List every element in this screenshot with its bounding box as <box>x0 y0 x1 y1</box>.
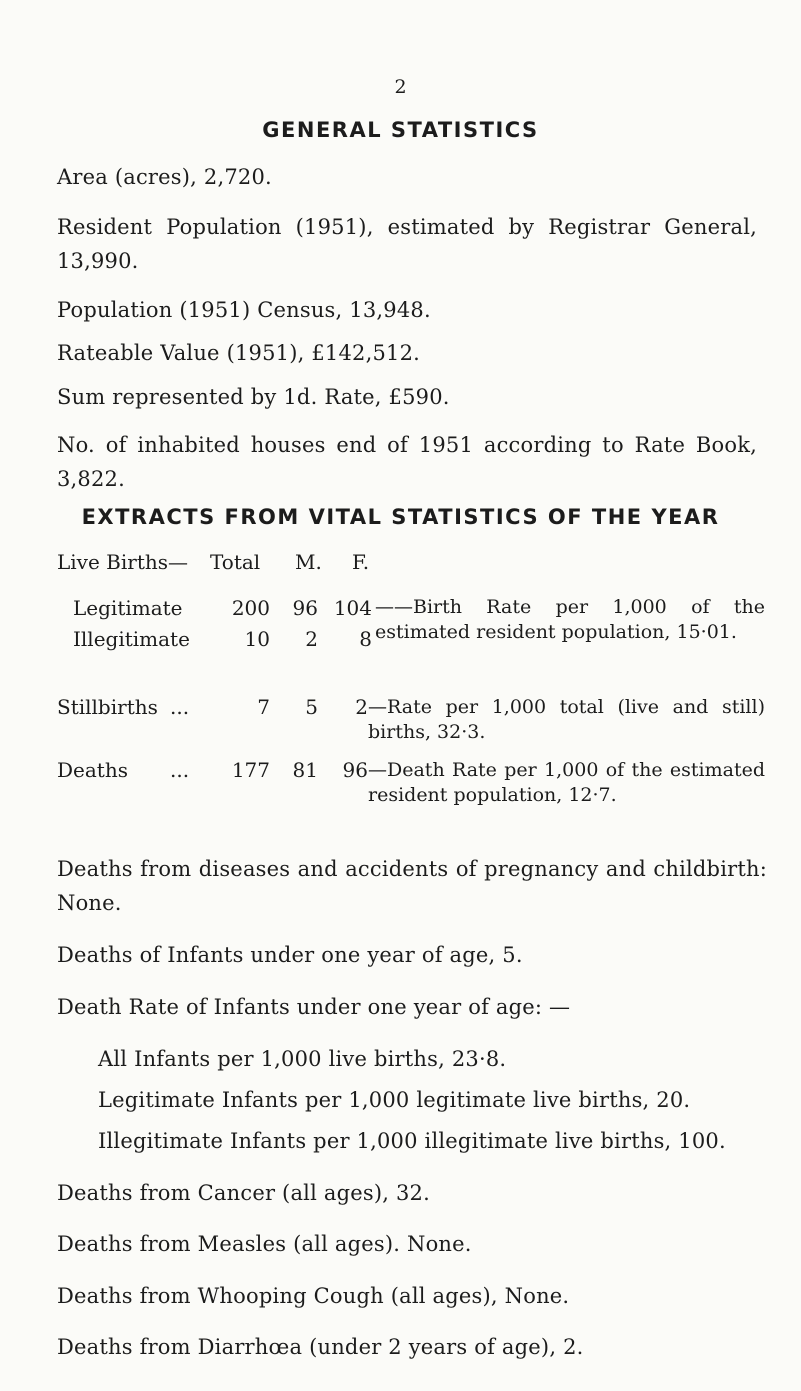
row-legitimate-label: Legitimate <box>73 596 183 620</box>
birth-rate-note: ——Birth Rate per 1,000 of the estimated resident population, 15·01. <box>375 596 765 643</box>
row-deaths-female: 96 <box>342 758 368 782</box>
rateable-value-line: Rateable Value (1951), £142,512. <box>57 341 421 365</box>
row-deaths-label: Deaths <box>57 758 128 782</box>
row-stillbirths-label: Stillbirths <box>57 695 158 719</box>
stillbirth-rate-note: —Rate per 1,000 total (live and still) births, 32·3. <box>368 696 765 743</box>
death-rate-note: —Death Rate per 1,000 of the estimated resident population, 12·7. <box>368 759 765 806</box>
measles-deaths-line: Deaths from Measles (all ages). None. <box>57 1232 472 1256</box>
all-infants-line: All Infants per 1,000 live births, 23·8. <box>98 1047 507 1071</box>
row-illegitimate-female: 8 <box>359 627 372 651</box>
header-female: F. <box>352 550 370 574</box>
row-legitimate-female: 104 <box>333 596 372 620</box>
maternal-deaths-line: Deaths from diseases and accidents of pregnancy and childbirth: None. <box>57 857 767 915</box>
legitimate-infants-line: Legitimate Infants per 1,000 legitimate live births, 20. <box>98 1088 691 1112</box>
row-stillbirths-male: 5 <box>305 695 318 719</box>
header-total: Total <box>210 550 261 574</box>
row-illegitimate-total: 10 <box>244 627 270 651</box>
row-deaths-total: 177 <box>231 758 270 782</box>
page-number: 2 <box>394 76 407 98</box>
whooping-cough-deaths-line: Deaths from Whooping Cough (all ages), None. <box>57 1284 570 1308</box>
resident-population-line: Resident Population (1951), estimated by Registrar General, 13,990. <box>57 215 757 273</box>
row-deaths-male: 81 <box>292 758 318 782</box>
infant-death-rate-intro: Death Rate of Infants under one year of age: — <box>57 995 571 1019</box>
penny-rate-line: Sum represented by 1d. Rate, £590. <box>57 385 450 409</box>
row-stillbirths-dots: ... <box>170 695 190 719</box>
inhabited-houses-line: No. of inhabited houses end of 1951 according to Rate Book, 3,822. <box>57 433 757 491</box>
cancer-deaths-line: Deaths from Cancer (all ages), 32. <box>57 1181 430 1205</box>
row-legitimate-total: 200 <box>231 596 270 620</box>
illegitimate-infants-line: Illegitimate Infants per 1,000 illegitimate live births, 100. <box>98 1129 726 1153</box>
diarrhoea-deaths-line: Deaths from Diarrhœa (under 2 years of age), 2. <box>57 1335 584 1359</box>
row-illegitimate-male: 2 <box>305 627 318 651</box>
row-stillbirths-female: 2 <box>355 695 368 719</box>
header-live-births: Live Births— <box>57 550 189 574</box>
infant-deaths-line: Deaths of Infants under one year of age, 5. <box>57 943 523 967</box>
header-male: M. <box>295 550 322 574</box>
row-deaths-dots: ... <box>170 758 190 782</box>
row-legitimate-male: 96 <box>292 596 318 620</box>
vital-statistics-heading: EXTRACTS FROM VITAL STATISTICS OF THE YEAR <box>81 505 720 529</box>
row-illegitimate-label: Illegitimate <box>73 627 190 651</box>
area-line: Area (acres), 2,720. <box>57 165 272 189</box>
page-title: GENERAL STATISTICS <box>262 118 539 142</box>
row-stillbirths-total: 7 <box>257 695 270 719</box>
census-line: Population (1951) Census, 13,948. <box>57 298 431 322</box>
